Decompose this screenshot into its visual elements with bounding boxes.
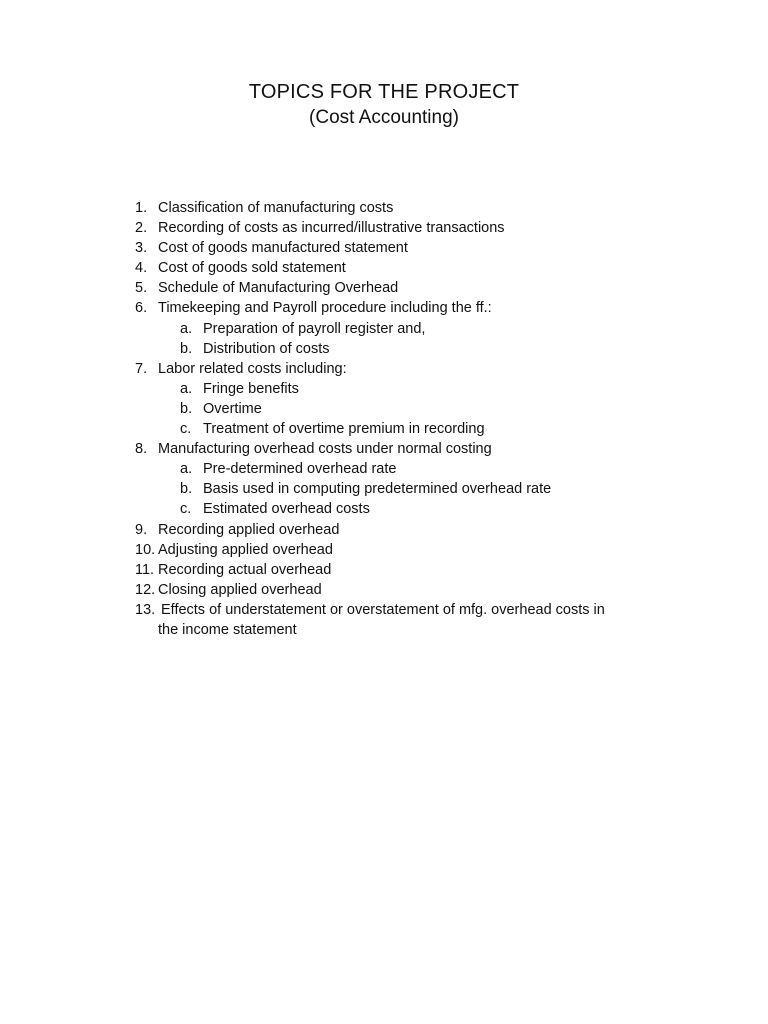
sub-list-item-letter: c. (180, 501, 192, 518)
list-item-number: 4. (135, 260, 148, 277)
list-item (0, 580, 768, 600)
sub-list-item-text: Treatment of overtime premium in recording (203, 421, 485, 438)
list-item-text: Closing applied overhead (158, 581, 322, 598)
sub-list-item-letter: b. (180, 400, 193, 417)
sub-list-item-text: Pre-determined overhead rate (203, 461, 397, 478)
list-item-number: 3. (135, 240, 148, 257)
list-item-text: Adjusting applied overhead (158, 541, 333, 558)
list-item (0, 540, 768, 560)
sub-list-item (0, 499, 768, 519)
sub-list-item (0, 379, 768, 399)
sub-list-item-text: Estimated overhead costs (203, 501, 370, 518)
sub-list-item-letter: c. (180, 421, 192, 438)
list-item-number: 10. (135, 541, 156, 558)
list-item-number: 12. (135, 581, 156, 598)
sub-list-item-text: Fringe benefits (203, 380, 299, 397)
sub-list-item-text: Overtime (203, 400, 262, 417)
sub-list-item-letter: b. (180, 340, 193, 357)
sub-list-item-text: Preparation of payroll register and, (203, 320, 426, 337)
list-item-number: 11. (135, 561, 155, 578)
topics-list (0, 198, 768, 640)
sub-list-item-letter: a. (180, 380, 193, 397)
list-item (0, 238, 768, 258)
list-item-text: Recording of costs as incurred/illustrative transactions (158, 220, 505, 237)
list-item (0, 600, 768, 620)
list-item (0, 560, 768, 580)
list-item-text: Schedule of Manufacturing Overhead (158, 280, 399, 297)
list-item (0, 198, 768, 218)
list-item-number: 6. (135, 300, 148, 317)
list-item (0, 278, 768, 298)
sub-list-item (0, 479, 768, 499)
sub-list-item (0, 339, 768, 359)
sub-list-item (0, 419, 768, 439)
list-item-number: 2. (135, 220, 148, 237)
sub-list-item-letter: a. (180, 461, 193, 478)
list-item-text: Labor related costs including: (158, 360, 347, 377)
list-item-number: 9. (135, 521, 148, 538)
sub-list-item-letter: b. (180, 481, 193, 498)
document-subtitle: (Cost Accounting) (309, 107, 459, 128)
list-item-number: 1. (135, 200, 148, 216)
list-item-text: Effects of understatement or overstatement of mfg. overhead costs in (161, 601, 605, 618)
list-item-number: 8. (135, 441, 148, 458)
list-item-text: Cost of goods sold statement (158, 260, 346, 277)
document-title: TOPICS FOR THE PROJECT (248, 81, 520, 103)
list-item-text: Classification of manufacturing costs (158, 200, 394, 216)
list-item-number: 13. (135, 601, 156, 618)
sub-list-item (0, 459, 768, 479)
list-item (0, 298, 768, 318)
list-item-number: 5. (135, 280, 148, 297)
list-item (0, 439, 768, 459)
sub-list-item-letter: a. (180, 320, 193, 337)
list-item (0, 359, 768, 379)
sub-list-item (0, 319, 768, 339)
list-item-text: Cost of goods manufactured statement (158, 240, 408, 257)
list-item-continuation-text: the income statement (158, 621, 297, 638)
sub-list-item-text: Basis used in computing predetermined overhead rate (203, 481, 552, 498)
list-item-continuation (0, 620, 768, 640)
list-item (0, 218, 768, 238)
sub-list-item (0, 399, 768, 419)
sub-list-item-text: Distribution of costs (203, 340, 330, 357)
list-item (0, 520, 768, 540)
list-item-text: Timekeeping and Payroll procedure including the ff.: (158, 300, 492, 317)
list-item-text: Recording actual overhead (158, 561, 332, 578)
list-item (0, 258, 768, 278)
list-item-number: 7. (135, 360, 148, 377)
list-item-text: Recording applied overhead (158, 521, 340, 538)
list-item-text: Manufacturing overhead costs under normal costing (158, 441, 492, 458)
